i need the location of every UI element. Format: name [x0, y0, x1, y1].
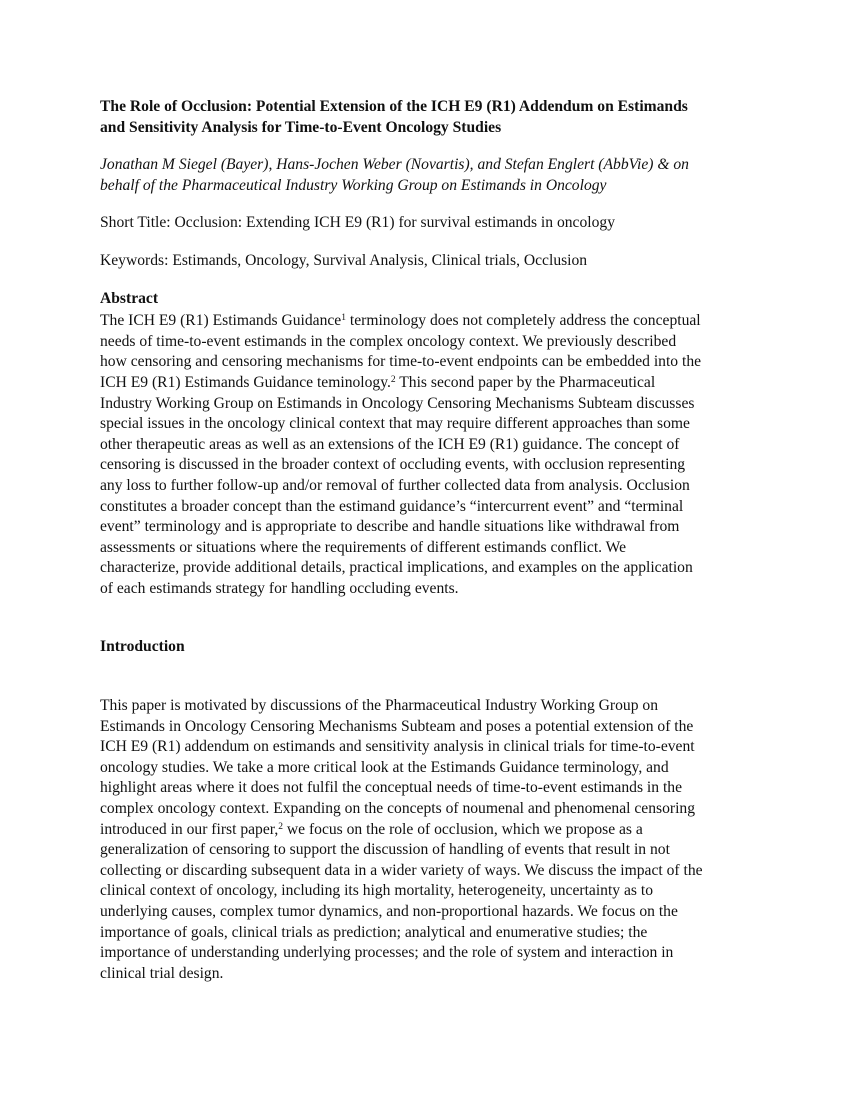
- text-segment: clinical trial design.: [100, 964, 224, 982]
- text-line: [100, 517, 760, 538]
- abstract-body: [100, 311, 760, 599]
- text-line: [100, 737, 760, 758]
- text-line: [100, 579, 760, 600]
- text-line: [100, 881, 760, 902]
- text-segment: any loss to further follow-up and/or removal of further collected data from analysis. Occlusion: [100, 476, 690, 494]
- paper-title: [100, 97, 760, 138]
- text-line: [100, 861, 760, 882]
- citation-reference: 2: [278, 821, 283, 832]
- text-line: [100, 352, 760, 373]
- text-line: [100, 414, 760, 435]
- text-line: [100, 820, 760, 841]
- text-line: [100, 758, 760, 779]
- text-segment: importance of goals, clinical trials as prediction; analytical and enumerative studies; the: [100, 923, 648, 941]
- text-line: [100, 435, 760, 456]
- text-segment: other therapeutic areas as well as an extensions of the ICH E9 (R1) guidance. The concept of: [100, 435, 680, 453]
- text-segment: special issues in the oncology clinical context that may require different approaches than some: [100, 415, 690, 433]
- text-segment: we focus on the role of occlusion, which we propose as a: [282, 820, 643, 838]
- text-segment: constitutes a broader concept than the estimand guidance’s “intercurrent event” and “terminal: [100, 497, 684, 515]
- text-line: [100, 799, 760, 820]
- title-line: and Sensitivity Analysis for Time-to-Event Oncology Studies: [100, 118, 502, 136]
- text-segment: oncology studies. We take a more critical look at the Estimands Guidance terminology, and: [100, 758, 669, 776]
- text-line: [100, 558, 760, 579]
- keywords: Keywords: Estimands, Oncology, Survival Analysis, Clinical trials, Occlusion: [100, 251, 588, 269]
- text-line: [100, 902, 760, 923]
- text-line: [100, 840, 760, 861]
- text-line: [100, 373, 760, 394]
- text-line: [100, 696, 760, 717]
- author-list: [100, 155, 760, 196]
- text-line: [100, 538, 760, 559]
- authors-line: behalf of the Pharmaceutical Industry Working Group on Estimands in Oncology: [100, 176, 607, 194]
- text-line: [100, 311, 760, 332]
- text-segment: censoring is discussed in the broader context of occluding events, with occlusion representing: [100, 456, 686, 474]
- text-segment: generalization of censoring to support the discussion of handling of events that result in not: [100, 841, 670, 859]
- text-segment: clinical context of oncology, including its high mortality, heterogeneity, uncertainty as to: [100, 882, 653, 900]
- text-line: [100, 476, 760, 497]
- text-segment: ICH E9 (R1) Estimands Guidance teminology.: [100, 373, 391, 391]
- text-segment: of each estimands strategy for handling occluding events.: [100, 579, 459, 597]
- authors-line: Jonathan M Siegel (Bayer), Hans-Jochen Weber (Novartis), and Stefan Englert (AbbVie) & on: [100, 156, 689, 174]
- text-segment: highlight areas where it does not fulfil the conceptual needs of time-to-event estimands in the: [100, 779, 682, 797]
- citation-reference: 1: [341, 313, 346, 324]
- introduction-heading: Introduction: [100, 638, 185, 656]
- text-line: [100, 455, 760, 476]
- text-segment: Industry Working Group on Estimands in Oncology Censoring Mechanisms Subteam discusses: [100, 394, 695, 412]
- text-segment: assessments or situations where the requirements of different estimands conflict. We: [100, 538, 627, 556]
- text-segment: The ICH E9 (R1) Estimands Guidance: [100, 312, 342, 330]
- abstract-heading: Abstract: [100, 289, 159, 307]
- citation-reference: 2: [390, 374, 396, 385]
- title-line: The Role of Occlusion: Potential Extension of the ICH E9 (R1) Addendum on Estimands: [100, 98, 688, 115]
- text-segment: ICH E9 (R1) addendum on estimands and sensitivity analysis in clinical trials for time-to-event: [100, 738, 695, 756]
- text-segment: how censoring and censoring mechanisms for time-to-event endpoints can be embedded into the: [100, 353, 702, 371]
- text-segment: Estimands in Oncology Censoring Mechanisms Subteam and poses a potential extension of the: [100, 717, 694, 735]
- text-segment: characterize, provide additional details, practical implications, and examples on the application: [100, 559, 693, 577]
- text-line: [100, 717, 760, 738]
- short-title: Short Title: Occlusion: Extending ICH E9 (R1) for survival estimands in oncology: [100, 214, 615, 232]
- text-segment: needs of time-to-event estimands in the complex oncology context. We previously described: [100, 332, 677, 350]
- text-segment: complex oncology context. Expanding on the concepts of noumenal and phenomenal censoring: [100, 800, 695, 818]
- paper-page: [100, 97, 760, 984]
- introduction-body: [100, 696, 760, 984]
- text-segment: This second paper by the Pharmaceutical: [395, 373, 656, 391]
- text-line: [100, 964, 760, 985]
- text-line: [100, 497, 760, 518]
- text-segment: collecting or discarding subsequent data in a wider variety of ways. We discuss the impact of the: [100, 861, 703, 879]
- text-line: [100, 778, 760, 799]
- text-segment: This paper is motivated by discussions of the Pharmaceutical Industry Working Group on: [100, 697, 659, 715]
- text-segment: introduced in our first paper,: [100, 820, 279, 838]
- text-segment: importance of understanding underlying processes; and the role of system and interaction in: [100, 944, 674, 962]
- text-segment: underlying causes, complex tumor dynamics, and non-proportional hazards. We focus on the: [100, 903, 678, 920]
- text-line: [100, 923, 760, 944]
- text-line: [100, 943, 760, 964]
- text-segment: terminology does not completely address the conceptual: [345, 312, 701, 330]
- text-line: [100, 394, 760, 415]
- text-line: [100, 332, 760, 353]
- text-segment: event” terminology and is appropriate to describe and handle situations like withdrawal from: [100, 518, 680, 536]
